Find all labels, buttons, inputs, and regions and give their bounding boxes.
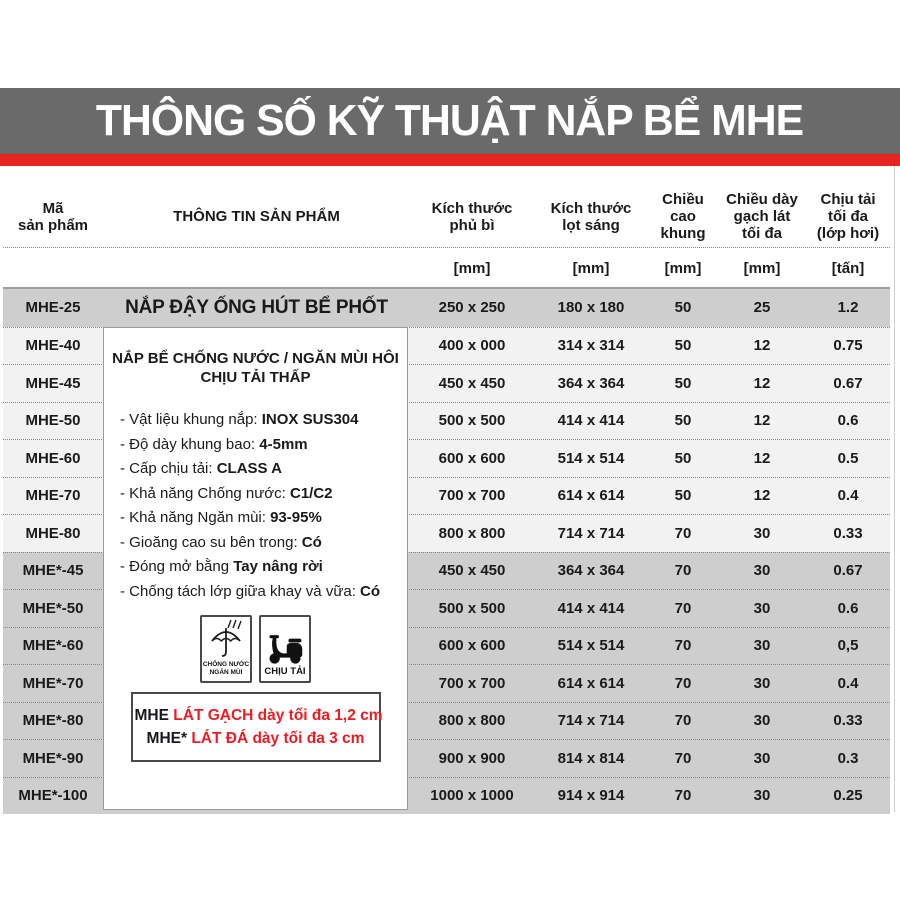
note-line1 (134, 704, 383, 727)
spec-item: - Khả năng Ngăn mùi: 93-95% (120, 509, 322, 526)
units-row (3, 247, 890, 288)
cell-load: 0.25 (833, 787, 863, 805)
cell-code: MHE-45 (25, 374, 81, 392)
cell-frame_height: 70 (674, 749, 692, 767)
spec-list (104, 408, 386, 604)
cell-size_outer: 900 x 900 (438, 749, 506, 767)
cell-size_clear: 914 x 914 (557, 787, 625, 805)
cell-tile_depth: 25 (753, 299, 771, 317)
cell-tile_depth: 30 (753, 749, 771, 767)
cell-frame_height: 70 (674, 524, 692, 542)
cell-frame_height: 50 (674, 449, 692, 467)
spec-item: - Chống tách lớp giữa khay và vữa: Có (120, 582, 381, 600)
cell-load: 0.75 (833, 337, 863, 355)
cell-frame_height: 50 (674, 374, 692, 392)
cell-info: NẮP ĐẬY ỐNG HÚT BỂ PHỐT (125, 296, 388, 318)
cell-tile_depth: 30 (753, 637, 771, 655)
cell-size_outer: 500 x 500 (438, 412, 506, 430)
cell-load: 0.67 (833, 562, 863, 580)
cell-code: MHE-50 (25, 412, 81, 430)
note-line1-code: MHE (134, 707, 169, 724)
cell-size_clear: 180 x 180 (557, 299, 625, 317)
column-header-5: Chiều dày gạch lát tối đa (726, 191, 798, 242)
cell-size_clear: 614 x 614 (557, 674, 625, 692)
cell-frame_height: 70 (674, 562, 692, 580)
cell-code: MHE-25 (25, 299, 81, 317)
cell-size_outer: 700 x 700 (438, 487, 506, 505)
column-header-0: Mã sản phẩm (17, 199, 89, 234)
icon-label-line1: CHỊU TẢI (264, 666, 306, 677)
cell-load: 0.33 (833, 524, 863, 542)
cell-load: 0.4 (837, 487, 859, 505)
cell-size_outer: 800 x 800 (438, 712, 506, 730)
product-info-title-line1: NẮP BỂ CHỐNG NƯỚC / NGĂN MÙI HÔI (112, 350, 399, 367)
column-header-3: Kích thước lọt sáng (550, 199, 632, 234)
cell-size_outer: 1000 x 1000 (430, 787, 514, 805)
cell-load: 0.5 (837, 449, 859, 467)
scooter-glyph (266, 633, 304, 665)
cell-code: MHE*-90 (22, 749, 84, 767)
cell-tile_depth: 12 (753, 412, 771, 430)
cell-tile_depth: 30 (753, 712, 771, 730)
cell-size_outer: 450 x 450 (438, 562, 506, 580)
product-info-title (112, 349, 399, 387)
product-info-title-line2: CHỊU TẢI THẤP (200, 369, 311, 386)
cell-size_clear: 714 x 714 (557, 524, 625, 542)
cell-load: 0.33 (833, 712, 863, 730)
column-header-6: Chịu tải tối đa (lớp hơi) (816, 191, 880, 242)
cell-tile_depth: 12 (753, 374, 771, 392)
feature-icons-row (200, 615, 311, 683)
cell-code: MHE-60 (25, 449, 81, 467)
unit-label-5: [mm] (743, 259, 781, 277)
cell-code: MHE*-100 (18, 787, 88, 805)
cell-tile_depth: 12 (753, 337, 771, 355)
cell-size_clear: 364 x 364 (557, 374, 625, 392)
cell-size_outer: 700 x 700 (438, 674, 506, 692)
cell-size_outer: 450 x 450 (438, 374, 506, 392)
cell-code: MHE-80 (25, 524, 81, 542)
cell-frame_height: 70 (674, 674, 692, 692)
cell-size_outer: 500 x 500 (438, 599, 506, 617)
cell-load: 0.4 (837, 674, 859, 692)
cell-load: 0.67 (833, 374, 863, 392)
cell-code: MHE-70 (25, 487, 81, 505)
spec-item: - Vật liệu khung nắp: INOX SUS304 (120, 411, 359, 428)
unit-label-4: [mm] (664, 259, 702, 277)
cell-size_clear: 364 x 364 (557, 562, 625, 580)
cell-size_outer: 250 x 250 (438, 299, 506, 317)
cell-size_clear: 514 x 514 (557, 449, 625, 467)
cell-frame_height: 70 (674, 637, 692, 655)
title-banner (0, 88, 900, 154)
right-page-rule (894, 166, 895, 812)
cell-code: MHE*-70 (22, 674, 84, 692)
cell-size_clear: 314 x 314 (557, 337, 625, 355)
product-info-panel (103, 327, 408, 810)
column-header-1: THÔNG TIN SẢN PHẨM (173, 208, 340, 225)
page-title: THÔNG SỐ KỸ THUẬT NẮP BỂ MHE (96, 96, 804, 145)
tile-thickness-note (131, 692, 381, 762)
waterproof-odor-icon (200, 615, 252, 683)
cell-tile_depth: 30 (753, 562, 771, 580)
unit-label-6: [tấn] (831, 259, 865, 277)
cell-tile_depth: 30 (753, 524, 771, 542)
table-header-row (3, 186, 890, 247)
red-accent-stripe (0, 154, 900, 166)
note-line2 (135, 727, 377, 750)
cell-load: 0.3 (837, 749, 859, 767)
column-header-4: Chiều cao khung (660, 191, 706, 242)
icon-label-line1: CHỐNG NƯỚC (202, 661, 250, 668)
icon-label-line2: NGĂN MÙI (209, 669, 243, 676)
cell-tile_depth: 12 (753, 487, 771, 505)
cell-tile_depth: 30 (753, 787, 771, 805)
cell-frame_height: 50 (674, 337, 692, 355)
cell-size_outer: 400 x 000 (438, 337, 506, 355)
cell-tile_depth: 12 (753, 449, 771, 467)
column-header-2: Kích thước phủ bì (431, 199, 513, 234)
note-line2-text: LÁT ĐÁ dày tối đa 3 cm (187, 730, 365, 747)
cell-code: MHE*-60 (22, 637, 84, 655)
cell-code: MHE*-50 (22, 599, 84, 617)
cell-frame_height: 70 (674, 599, 692, 617)
spec-item: - Độ dày khung bao: 4-5mm (120, 435, 308, 453)
cell-size_clear: 514 x 514 (557, 637, 625, 655)
cell-size_outer: 600 x 600 (438, 449, 506, 467)
cell-load: 1.2 (837, 299, 859, 317)
spec-item: - Khả năng Chống nước: C1/C2 (120, 484, 333, 502)
cell-tile_depth: 30 (753, 674, 771, 692)
spec-item: - Đóng mở bằng Tay nâng rời (120, 558, 323, 575)
cell-size_clear: 414 x 414 (557, 599, 625, 617)
note-line1-text: LÁT GẠCH dày tối đa 1,2 cm (168, 707, 383, 724)
spec-item: - Gioăng cao su bên trong: Có (120, 533, 322, 551)
cell-size_clear: 414 x 414 (557, 412, 625, 430)
load-capacity-icon (259, 615, 311, 683)
umbrella-rain-glyph (209, 619, 243, 659)
cell-frame_height: 50 (674, 487, 692, 505)
cell-size_clear: 614 x 614 (557, 487, 625, 505)
cell-code: MHE-40 (25, 337, 81, 355)
cell-load: 0.6 (837, 599, 859, 617)
spec-item: - Cấp chịu tải: CLASS A (120, 460, 282, 477)
cell-frame_height: 50 (674, 412, 692, 430)
table-row-MHE-25 (3, 289, 890, 327)
cell-frame_height: 70 (674, 712, 692, 730)
unit-label-2: [mm] (453, 259, 491, 277)
note-line2-code: MHE* (146, 730, 188, 747)
cell-code: MHE*-80 (22, 712, 84, 730)
cell-frame_height: 50 (674, 299, 692, 317)
cell-size_clear: 814 x 814 (557, 749, 625, 767)
cell-code: MHE*-45 (22, 562, 84, 580)
cell-load: 0,5 (837, 637, 859, 655)
cell-tile_depth: 30 (753, 599, 771, 617)
cell-size_outer: 800 x 800 (438, 524, 506, 542)
cell-size_clear: 714 x 714 (557, 712, 625, 730)
cell-size_outer: 600 x 600 (438, 637, 506, 655)
cell-load: 0.6 (837, 412, 859, 430)
cell-frame_height: 70 (674, 787, 692, 805)
unit-label-3: [mm] (572, 259, 610, 277)
